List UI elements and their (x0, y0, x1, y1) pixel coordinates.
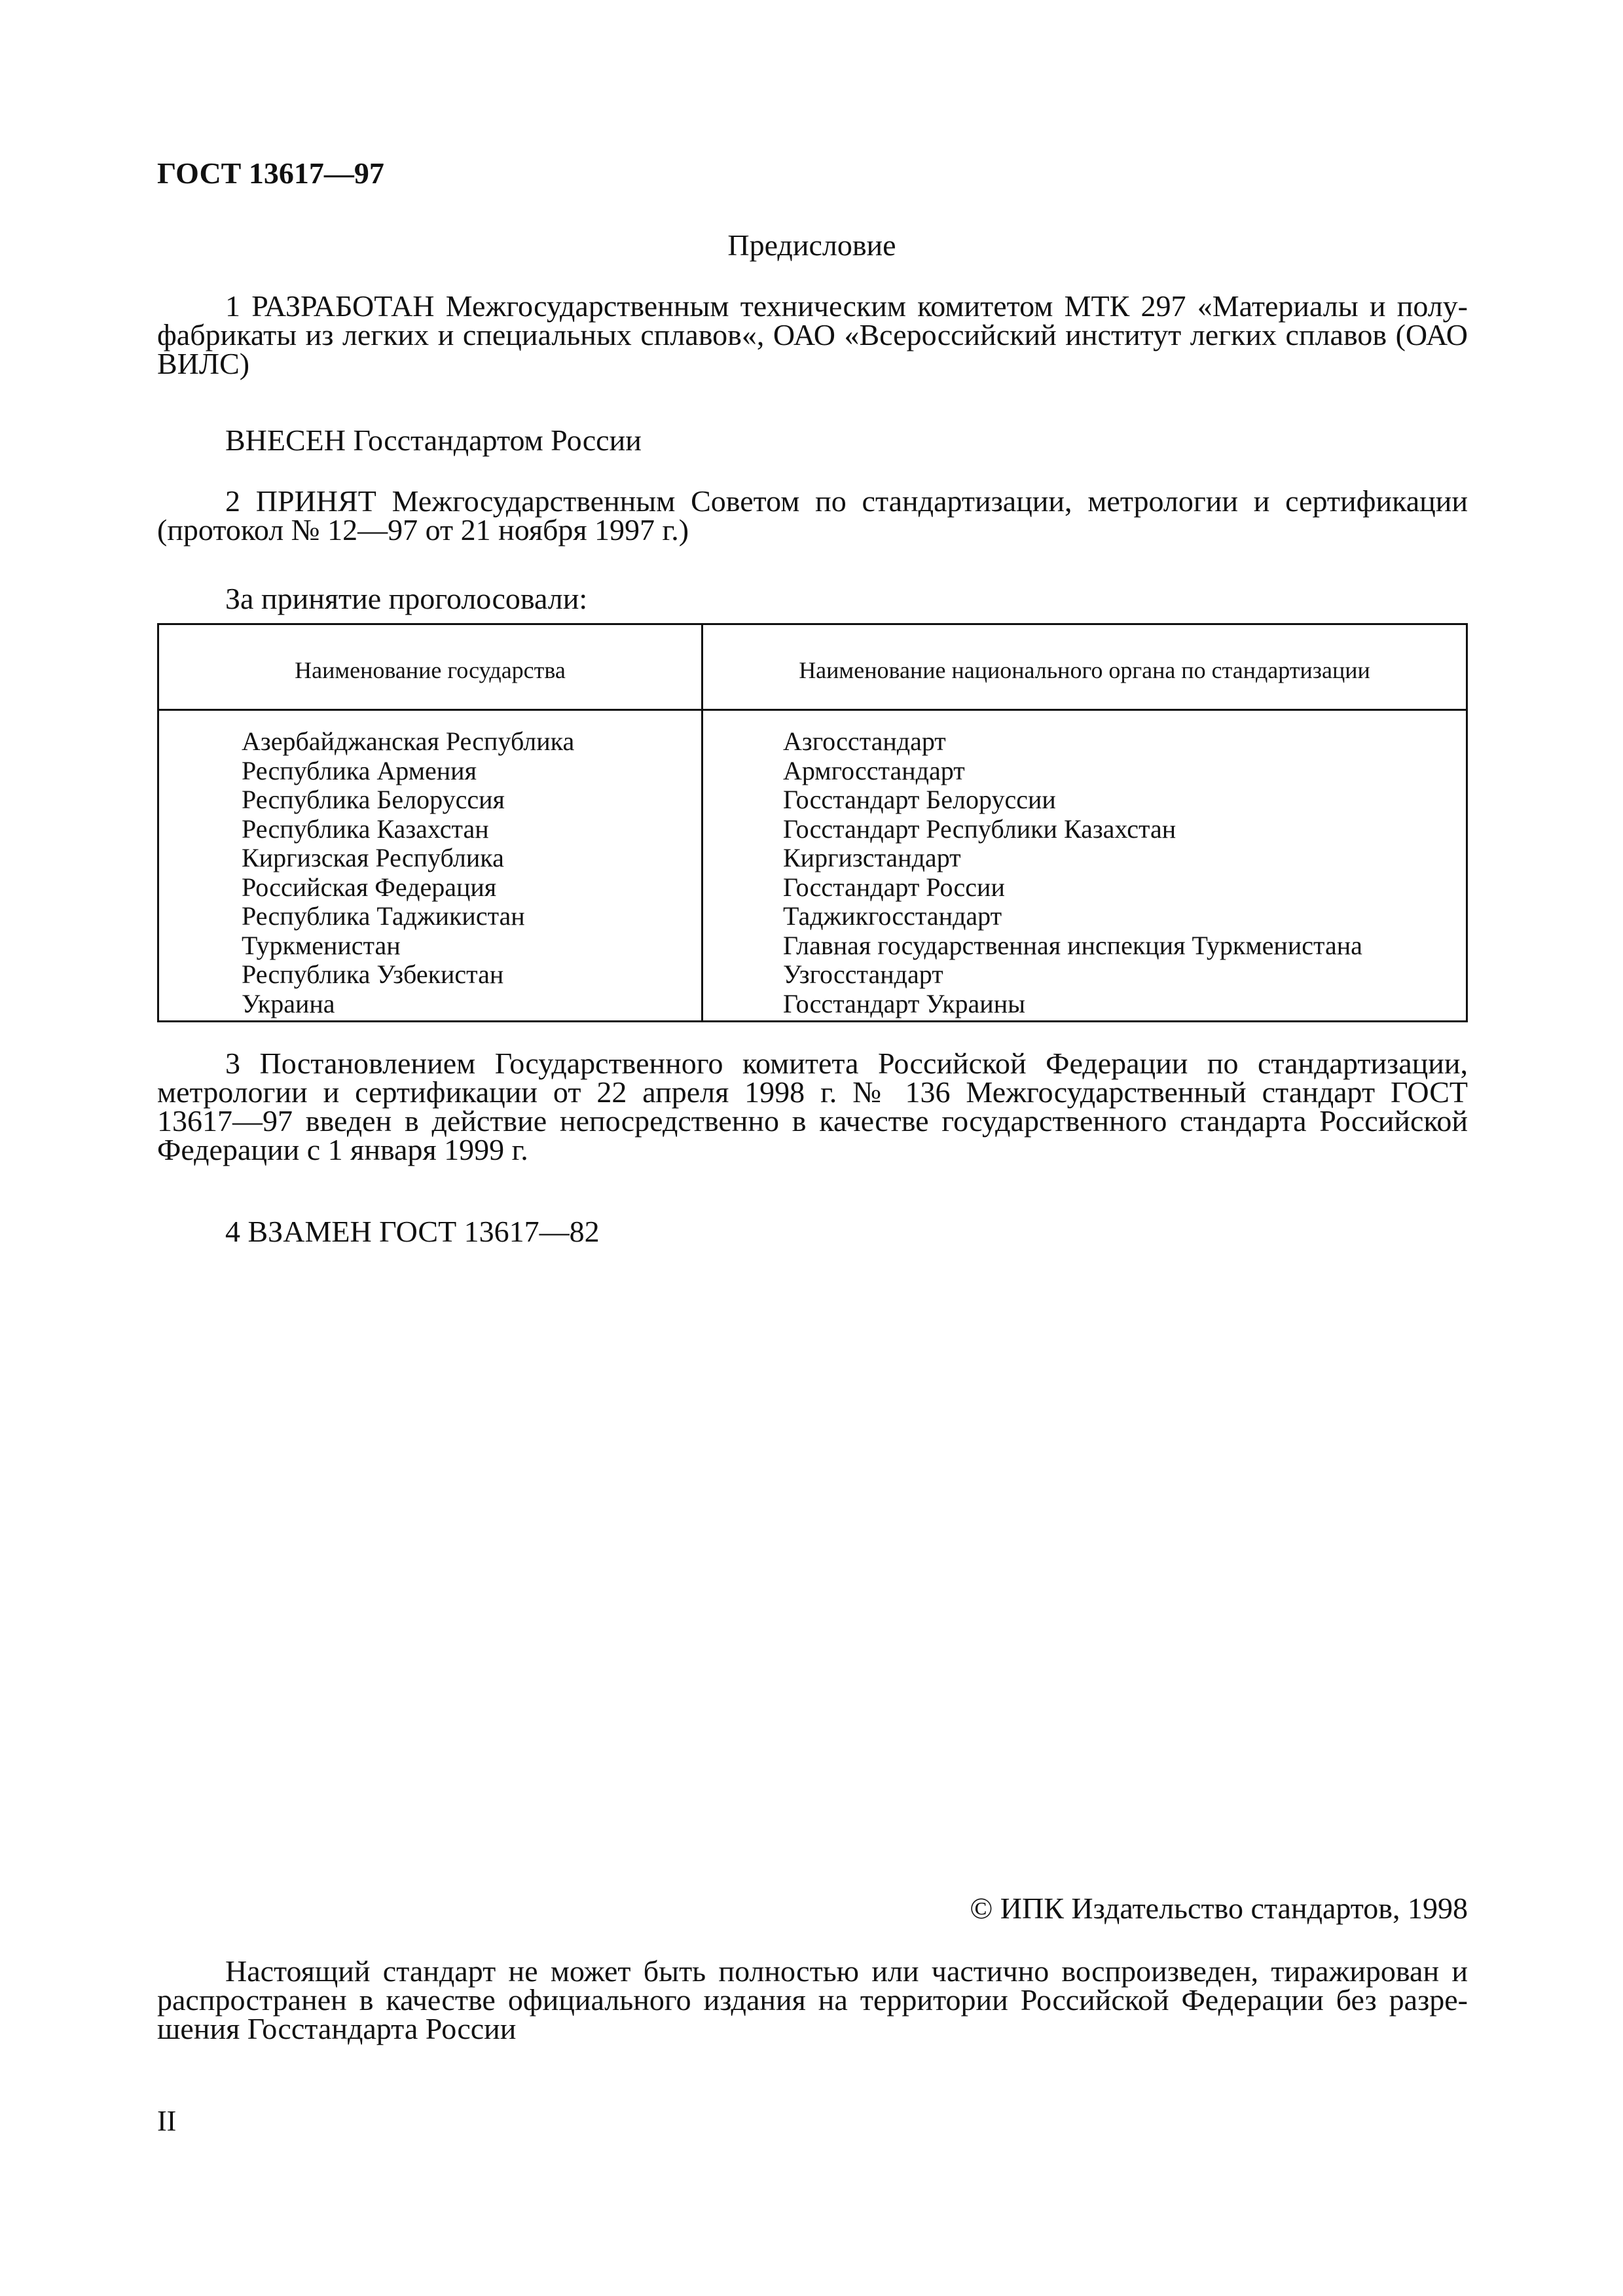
table-column-divider (701, 625, 703, 1020)
table-cell-state: Республика Армения (242, 755, 477, 785)
paragraph-line: Федерации с 1 января 1999 г. (157, 1133, 528, 1166)
paragraph-line: ВИЛС) (157, 347, 250, 380)
paragraph-line: распространен в качестве официального издания на территории Российской Федерации без разре- (157, 1983, 1468, 2017)
copyright-notice: © ИПК Издательство стандартов, 1998 (970, 1892, 1468, 1925)
paragraph-line: Настоящий стандарт не может быть полностью или частично воспроизведен, тиражирован и (225, 1954, 1468, 1988)
table-cell-body: Главная государственная инспекция Туркменистана (783, 930, 1362, 960)
document-code: ГОСТ 13617—97 (157, 156, 384, 190)
paragraph-line: шения Госстандарта России (157, 2012, 517, 2045)
table-cell-state: Украина (242, 988, 335, 1018)
section-4-replaces: 4 ВЗАМЕН ГОСТ 13617—82 (225, 1215, 600, 1248)
table-cell-state: Туркменистан (242, 930, 401, 960)
section-3-resolution (157, 1049, 1468, 1164)
table-cell-body: Азгосстандарт (783, 726, 946, 756)
paragraph-line: (протокол № 12—97 от 21 ноября 1997 г.) (157, 513, 689, 547)
paragraph-line: 2 ПРИНЯТ Межгосударственным Советом по стандартизации, метрологии и сертификации (225, 484, 1468, 518)
paragraph-line: 1 РАЗРАБОТАН Межгосударственным техническим комитетом МТК 297 «Материалы и полу- (225, 289, 1468, 323)
voted-label: За принятие проголосовали: (225, 582, 588, 615)
table-cell-body: Госстандарт Украины (783, 988, 1025, 1018)
voting-table (157, 623, 1468, 1022)
table-cell-body: Госстандарт России (783, 872, 1005, 902)
table-cell-state: Российская Федерация (242, 872, 497, 902)
body-list (783, 727, 1362, 1018)
table-cell-body: Армгосстандарт (783, 755, 965, 785)
page-number: II (157, 2105, 177, 2137)
table-cell-body: Госстандарт Белоруссии (783, 785, 1056, 814)
paragraph-line: метрологии и сертификации от 22 апреля 1998 г. № 136 Межгосударственный стандарт ГОСТ (157, 1075, 1468, 1109)
table-cell-body: Госстандарт Республики Казахстан (783, 814, 1176, 844)
table-header-body: Наименование национального органа по стандартизации (799, 657, 1370, 683)
table-cell-state: Азербайджанская Республика (242, 726, 575, 756)
paragraph-line: 3 Постановлением Государственного комитета Российской Федерации по стандартизации, (225, 1047, 1468, 1080)
section-1-developed (157, 289, 1468, 380)
table-cell-body: Узгосстандарт (783, 960, 943, 989)
table-cell-state: Республика Казахстан (242, 814, 489, 844)
section-2-adopted (157, 484, 1468, 547)
table-cell-body: Таджикгосстандарт (783, 901, 1002, 931)
paragraph-line: фабрикаты из легких и специальных сплавов«, ОАО «Всероссийский институт легких сплавов (ОАО (157, 318, 1468, 351)
reproduction-notice (157, 1954, 1468, 2045)
table-header-divider (159, 709, 1466, 711)
paragraph-line: 13617—97 введен в действие непосредственно в качестве государственного стандарта Российской (157, 1104, 1468, 1138)
section-title: Предисловие (727, 228, 896, 262)
introduced-by: ВНЕСЕН Госстандартом России (225, 423, 642, 457)
table-cell-state: Киргизская Республика (242, 843, 504, 872)
table-cell-state: Республика Таджикистан (242, 901, 525, 931)
state-list (242, 727, 574, 1018)
table-header-state: Наименование государства (295, 657, 566, 683)
table-cell-state: Республика Белоруссия (242, 785, 505, 814)
table-cell-state: Республика Узбекистан (242, 960, 504, 989)
table-cell-body: Киргизстандарт (783, 843, 961, 872)
